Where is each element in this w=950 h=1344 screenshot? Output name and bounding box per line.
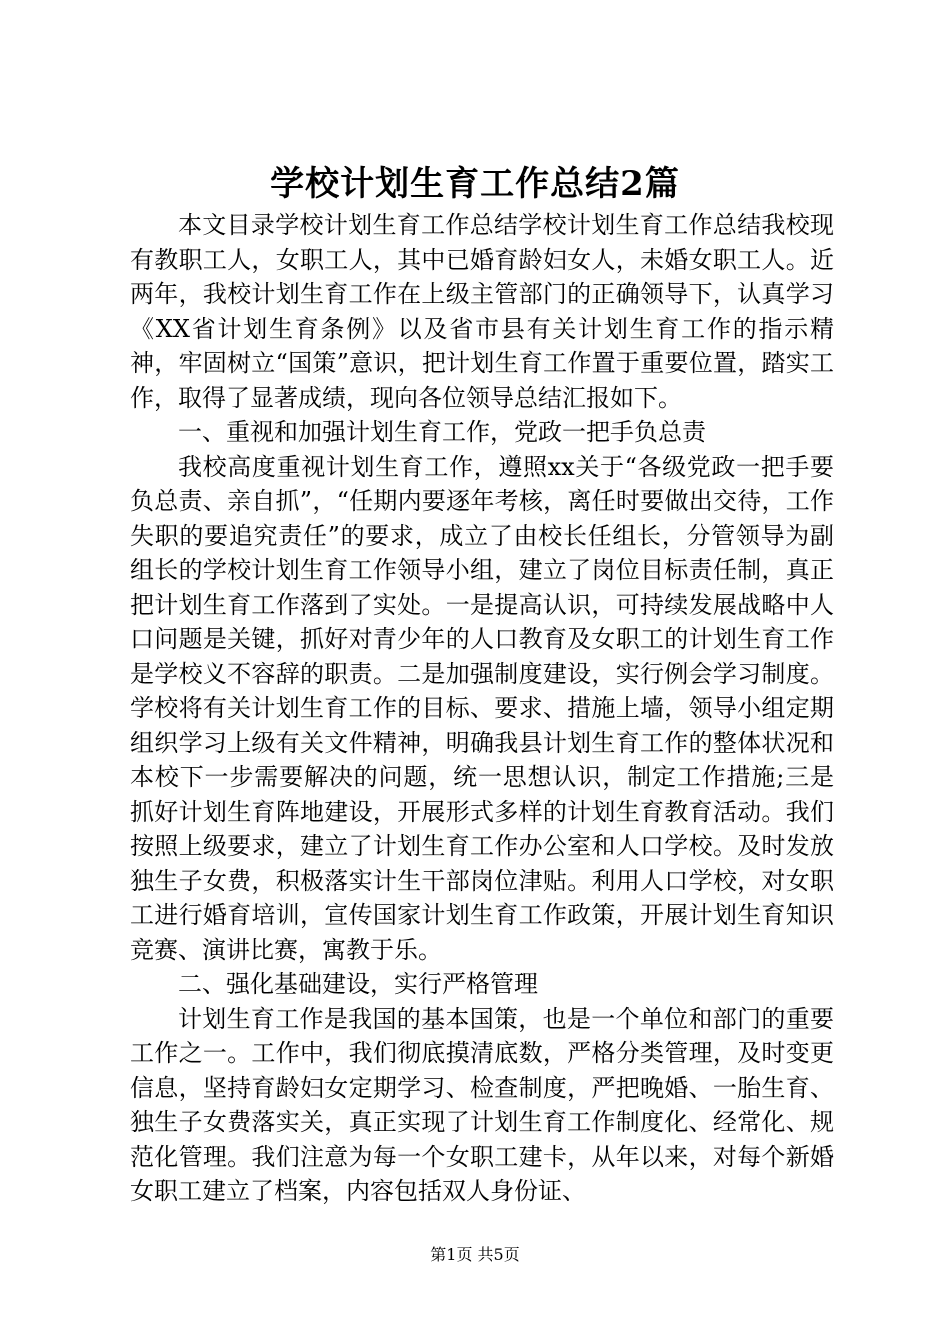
page-footer: 第1页 共5页 (430, 1245, 520, 1264)
section-heading-2: 二、强化基础建设，实行严格管理 (178, 970, 538, 998)
paragraph-section-2: 计划生育工作是我国的基本国策，也是一个单位和部门的重要工作之一。工作中，我们彻底摸清底数，严格分类管理，及时变更信息，坚持育龄妇女定期学习、检查制度，严把晚婚、一胎生育、独生子女费落实关，真正实现了计划生育工作制度化、经常化、规范化管理。我们注意为每一个女职工建卡，从年以来，对每个新婚女职工建立了档案，内容包括双人身份证、 (130, 1004, 834, 1205)
document-title: 学校计划生育工作总结2篇 (270, 164, 680, 204)
paragraph-intro: 本文目录学校计划生育工作总结学校计划生育工作总结我校现有教职工人，女职工人，其中已婚育龄妇女人，未婚女职工人。近两年，我校计划生育工作在上级主管部门的正确领导下，认真学习《XX省计划生育条例》以及省市县有关计划生育工作的指示精神，牢固树立“国策”意识，把计划生育工作置于重要位置，踏实工作，取得了显著成绩，现向各位领导总结汇报如下。 (130, 211, 834, 412)
paragraph-section-1: 我校高度重视计划生育工作，遵照xx关于“各级党政一把手要负总责、亲自抓”，“任期内要逐年考核，离任时要做出交待，工作失职的要追究责任”的要求，成立了由校长任组长，分管领导为副组长的学校计划生育工作领导小组，建立了岗位目标责任制，真正把计划生育工作落到了实处。一是提高认识，可持续发展战略中人口问题是关键，抓好对青少年的人口教育及女职工的计划生育工作是学校义不容辞的职责。二是加强制度建设，实行例会学习制度。学校将有关计划生育工作的目标、要求、措施上墙，领导小组定期组织学习上级有关文件精神，明确我县计划生育工作的整体状况和本校下一步需要解决的问题，统一思想认识，制定工作措施;三是抓好计划生育阵地建设，开展形式多样的计划生育教育活动。我们按照上级要求，建立了计划生育工作办公室和人口学校。及时发放独生子女费，积极落实计生干部岗位津贴。利用人口学校，对女职工进行婚育培训，宣传国家计划生育工作政策，开展计划生育知识竞赛、演讲比赛，寓教于乐。 (130, 452, 834, 964)
document-body (130, 208, 834, 1209)
section-heading-1: 一、重视和加强计划生育工作，党政一把手负总责 (178, 418, 706, 446)
